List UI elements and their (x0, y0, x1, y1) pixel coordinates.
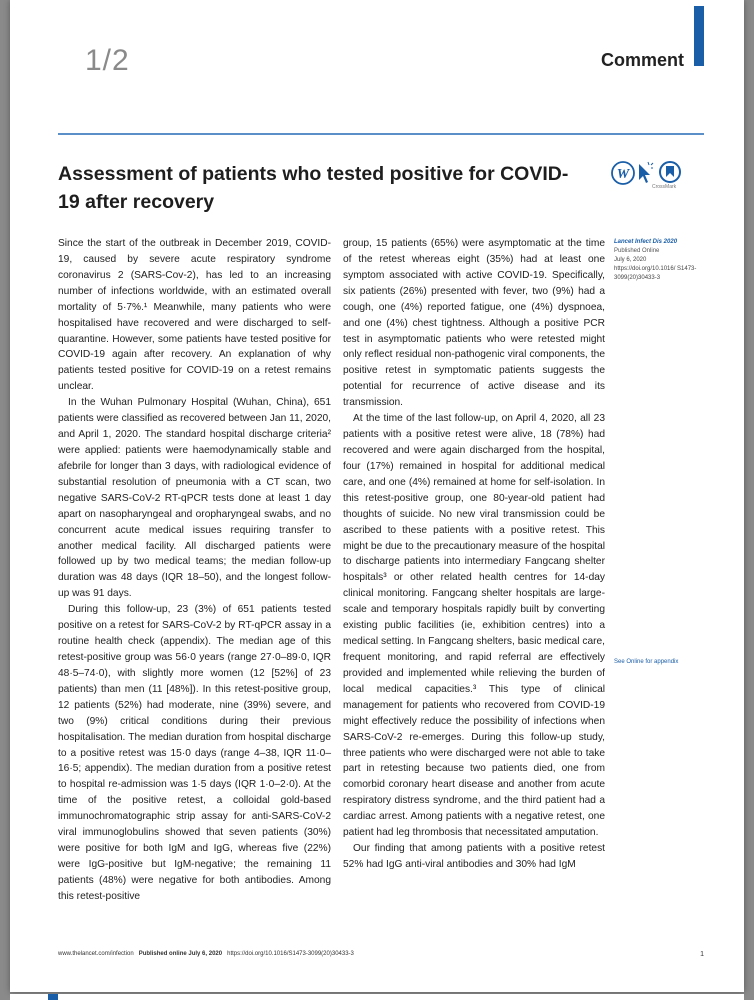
pointer-icon[interactable] (636, 160, 654, 186)
footer-doi[interactable]: https://doi.org/10.1016/S1473-3099(20)30433-3 (227, 951, 354, 957)
paragraph: group, 15 patients (65%) were asymptomatic at the time of the retest whereas eight (35%) had at least one symptom associated with active COVID-19. Specifically, six patients (26%) presented with fever, two (9%) had a cough, one (4%) reported fatigue, one (4%) dyspnoea, and one (4%) chest tightness. Although a positive PCR test in asymptomatic patients who were retested might only reflect residual non-pathogenic viral components, the positive retest in symptomatic patients suggests the potential for recurrence of active disease and its transmission. (343, 238, 605, 409)
journal-citation: Lancet Infect Dis 2020 (614, 239, 678, 245)
publication-info (614, 238, 700, 283)
appendix-note (614, 658, 700, 667)
footer-url[interactable]: www.thelancet.com/infection (58, 951, 134, 957)
page-footer (58, 951, 704, 957)
paragraph: Our finding that among patients with a positive retest 52% had IgG anti-viral antibodies and 30% had IgM (343, 843, 605, 870)
header-rule (58, 133, 704, 135)
paragraph: In the Wuhan Pulmonary Hospital (Wuhan, China), 651 patients were classified as recovered between Jan 11, 2020, and April 1, 2020. The standard hospital discharge criteria² were applied: patients were haemodynamically stable and afebrile for longer than 3 days, with radiological evidence of substantial resolution of pneumonia with a CT scan, two negative SARS-CoV-2 RT-qPCR tests done at least 1 day apart on nasopharyngeal and oropharyngeal swabs, and no concurrent acute medical issues requiring transfer to another medical facility. All discharged patients were followed up by two medical teams; the median follow-up duration was 48 days (IQR 18–50), and the longest follow-up was 91 days. (58, 397, 331, 600)
page-indicator: 1/2 (85, 44, 130, 77)
footer-published: Published online July 6, 2020 (138, 951, 223, 957)
body-column-right (343, 236, 605, 873)
article-tools (610, 160, 690, 196)
folio: 1 (700, 951, 704, 958)
paragraph: During this follow-up, 23 (3%) of 651 patients tested positive on a retest for SARS-CoV-2 by RT-qPCR assay in a routine health check (appendix). The median age of this retest-positive group was 56·0 years (range 27·0–89·0, IQR 48·5–74·0), with slightly more women (12 [52%] of 23 patients) than men (11 [48%]). In this retest-positive group, 12 patients (52%) had moderate, nine (39%) severe, and two (9%) critical conditions during their previous hospitalisation. The median duration from hospital discharge to a positive retest was 15·0 days (range 4–38, IQR 11·0–16·5; appendix). The median duration from a positive retest to hospital re-admission was 1·5 days (IQR 1·0–2·0). At the time of the positive retest, a colloidal gold-based immunochromatographic strip assay for anti-SARS-CoV-2 viral immunoglobulins showed that seven patients (30%) were positive for both IgM and IgG, whereas five (22%) were IgG-positive but IgM-negative; the remaining 11 patients (48%) were negative for both antibodies. Among this retest-positive (58, 604, 331, 902)
next-page-edge (10, 994, 744, 1000)
article-page (10, 0, 744, 992)
see-online-link[interactable]: See Online for appendix (614, 659, 679, 665)
article-title: Assessment of patients who tested positive for COVID-19 after recovery (58, 163, 569, 213)
section-label: Comment (600, 50, 684, 70)
published-online-label: Published Online (614, 248, 660, 254)
paragraph: Since the start of the outbreak in December 2019, COVID-19, caused by severe acute respiratory syndrome coronavirus 2 (SARS-Cov-2), has led to an increasing number of infections worldwide, with an estimated overall mortality of 5·7%.¹ Meanwhile, many patients who were hospitalised have recovered and were discharged to self-quarantine. However, some patients have tested positive for COVID-19 again after recovery. An explanation of why patients tested positive for COVID-19 on a retest remains unclear. (58, 238, 331, 393)
crossmark-label: CrossMark (652, 184, 677, 190)
body-column-left (58, 236, 331, 905)
doi-link[interactable]: https://doi.org/10.1016/ S1473-3099(20)30433-3 (614, 266, 697, 281)
svg-text:W: W (616, 167, 630, 182)
next-page-color-bar (48, 994, 58, 1000)
crossmark-icon[interactable] (658, 160, 682, 184)
paragraph: At the time of the last follow-up, on April 4, 2020, all 23 patients with a positive retest were alive, 18 (78%) had recovered and were again discharged from the hospital, four (17%) remained in hospital for additional medical care, and one (4%) remained at home for self-isolation. In this retest-positive group, one 80-year-old patient had thoughts of suicide. No new viral transmission could be ascribed to these patients with a positive retest. This might be due to the precautionary measure of the hospital to discharge patients into intermediary Fangcang shelter hospitals³ or other related health centres for 14-day clinical monitoring. Fangcang shelter hospitals are large-scale and temporary hospitals rapidly built by converting existing public facilities (ie, exhibition centres) into a medical setting. In Fangcang shelters, basic medical care, frequent monitoring, and rapid referral are effectively provided and implemented while relieving the burden of local medical capacities.³ This type of clinical management for patients who recovered from COVID-19 might effectively reduce the possibility of infections when SARS-CoV-2 re-emerges. During this follow-up study, three patients who were discharged were not able to take part in retesting because two patients died, one from comorbid coronary heart disease and another from acute respiratory distress syndrome, and the third patient had a cardiac arrest. Among patients with a negative retest, one patient had leg thrombosis that necessitated amputation. (343, 413, 605, 839)
wiley-w-icon[interactable] (610, 160, 636, 186)
section-color-bar (694, 6, 704, 66)
publication-date: July 6, 2020 (614, 257, 647, 263)
